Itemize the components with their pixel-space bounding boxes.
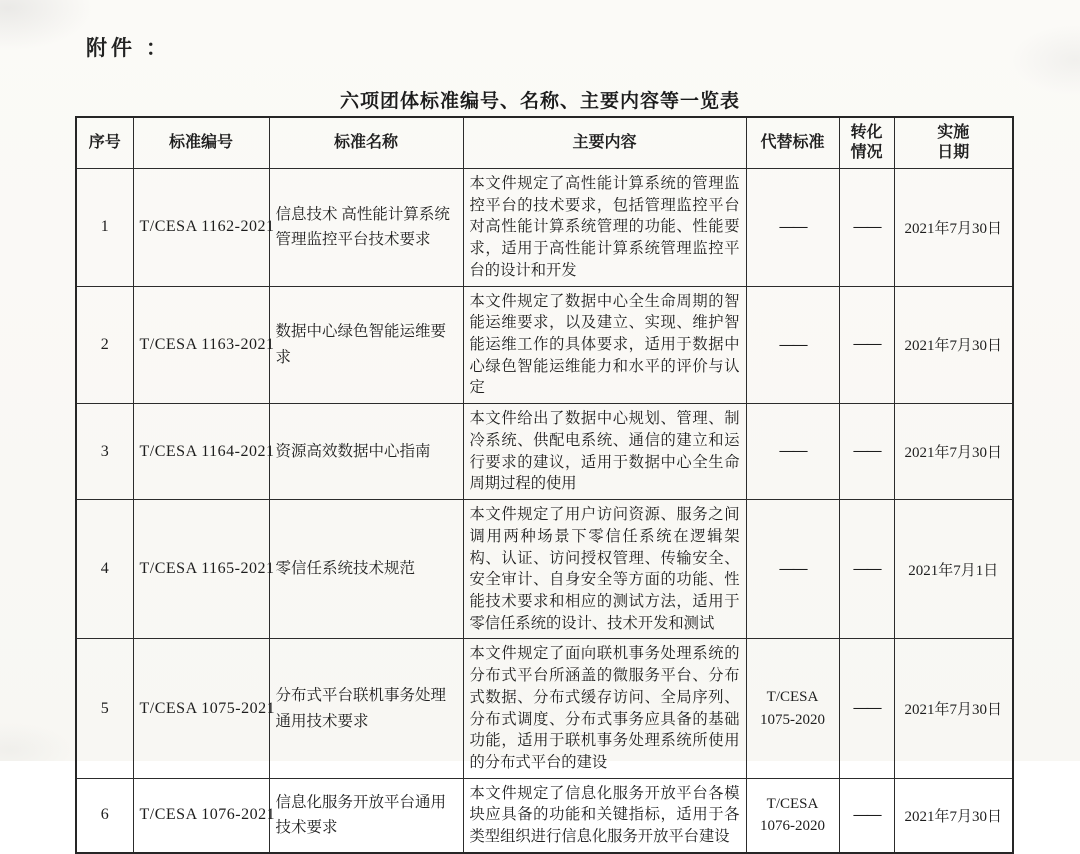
col-header-code: 标准编号 [133, 117, 269, 169]
col-header-no: 序号 [76, 117, 133, 169]
cell-replaced: —— [746, 286, 839, 404]
cell-conversion: —— [839, 500, 894, 639]
cell-replaced: —— [746, 169, 839, 287]
col-header-content: 主要内容 [463, 117, 746, 169]
table-header-row [76, 117, 1013, 169]
cell-replaced: —— [746, 500, 839, 639]
table-row [76, 404, 1013, 500]
cell-no: 6 [76, 778, 133, 853]
cell-replaced: —— [746, 404, 839, 500]
cell-name: 分布式平台联机事务处理通用技术要求 [269, 639, 463, 778]
col-header-name: 标准名称 [269, 117, 463, 169]
cell-date: 2021年7月30日 [894, 639, 1013, 778]
table-row [76, 639, 1013, 778]
cell-date: 2021年7月30日 [894, 404, 1013, 500]
table-row [76, 286, 1013, 404]
cell-replaced: T/CESA 1076-2020 [746, 778, 839, 853]
cell-code: T/CESA 1165-2021 [133, 500, 269, 639]
cell-content: 本文件给出了数据中心规划、管理、制冷系统、供配电系统、通信的建立和运行要求的建议，适用于数据中心全生命周期过程的使用 [463, 404, 746, 500]
cell-code: T/CESA 1076-2021 [133, 778, 269, 853]
table-row [76, 500, 1013, 639]
cell-conversion: —— [839, 778, 894, 853]
cell-content: 本文件规定了数据中心全生命周期的智能运维要求，以及建立、实现、维护智能运维工作的具体要求，适用于数据中心绿色智能运维能力和水平的评价与认定 [463, 286, 746, 404]
cell-name: 信息化服务开放平台通用技术要求 [269, 778, 463, 853]
col-header-conversion: 转化 情况 [839, 117, 894, 169]
cell-date: 2021年7月30日 [894, 286, 1013, 404]
table-row [76, 169, 1013, 287]
col-header-date: 实施 日期 [894, 117, 1013, 169]
table-row [76, 778, 1013, 853]
cell-content: 本文件规定了信息化服务开放平台各模块应具备的功能和关键指标，适用于各类型组织进行信息化服务开放平台建设 [463, 778, 746, 853]
cell-code: T/CESA 1162-2021 [133, 169, 269, 287]
cell-replaced: T/CESA 1075-2020 [746, 639, 839, 778]
cell-no: 4 [76, 500, 133, 639]
document-title: 六项团体标准编号、名称、主要内容等一览表 [339, 91, 740, 112]
attachment-label: 附件 ： [86, 37, 171, 60]
cell-conversion: —— [839, 169, 894, 287]
cell-no: 5 [76, 639, 133, 778]
cell-no: 1 [76, 169, 133, 287]
cell-code: T/CESA 1075-2021 [133, 639, 269, 778]
cell-conversion: —— [839, 286, 894, 404]
standards-table [75, 116, 1014, 854]
cell-name: 资源高效数据中心指南 [269, 404, 463, 500]
cell-content: 本文件规定了用户访问资源、服务之间调用两种场景下零信任系统在逻辑架构、认证、访问授权管理、传输安全、安全审计、自身安全等方面的功能、性能技术要求和相应的测试方法，适用于零信任系统的设计、技术开发和测试 [463, 500, 746, 639]
cell-no: 3 [76, 404, 133, 500]
cell-content: 本文件规定了面向联机事务处理系统的分布式平台所涵盖的微服务平台、分布式数据、分布式缓存访问、全局序列、分布式调度、分布式事务应具备的基础功能，适用于联机事务处理系统所使用的分布式平台的建设 [463, 639, 746, 778]
cell-content: 本文件规定了高性能计算系统的管理监控平台的技术要求，包括管理监控平台对高性能计算系统管理的功能、性能要求，适用于高性能计算系统管理监控平台的设计和开发 [463, 169, 746, 287]
cell-date: 2021年7月30日 [894, 169, 1013, 287]
cell-date: 2021年7月1日 [894, 500, 1013, 639]
cell-conversion: —— [839, 404, 894, 500]
cell-date: 2021年7月30日 [894, 778, 1013, 853]
cell-name: 数据中心绿色智能运维要求 [269, 286, 463, 404]
cell-code: T/CESA 1163-2021 [133, 286, 269, 404]
cell-code: T/CESA 1164-2021 [133, 404, 269, 500]
cell-no: 2 [76, 286, 133, 404]
col-header-replaced: 代替标准 [746, 117, 839, 169]
cell-name: 信息技术 高性能计算系统管理监控平台技术要求 [269, 169, 463, 287]
cell-name: 零信任系统技术规范 [269, 500, 463, 639]
cell-conversion: —— [839, 639, 894, 778]
